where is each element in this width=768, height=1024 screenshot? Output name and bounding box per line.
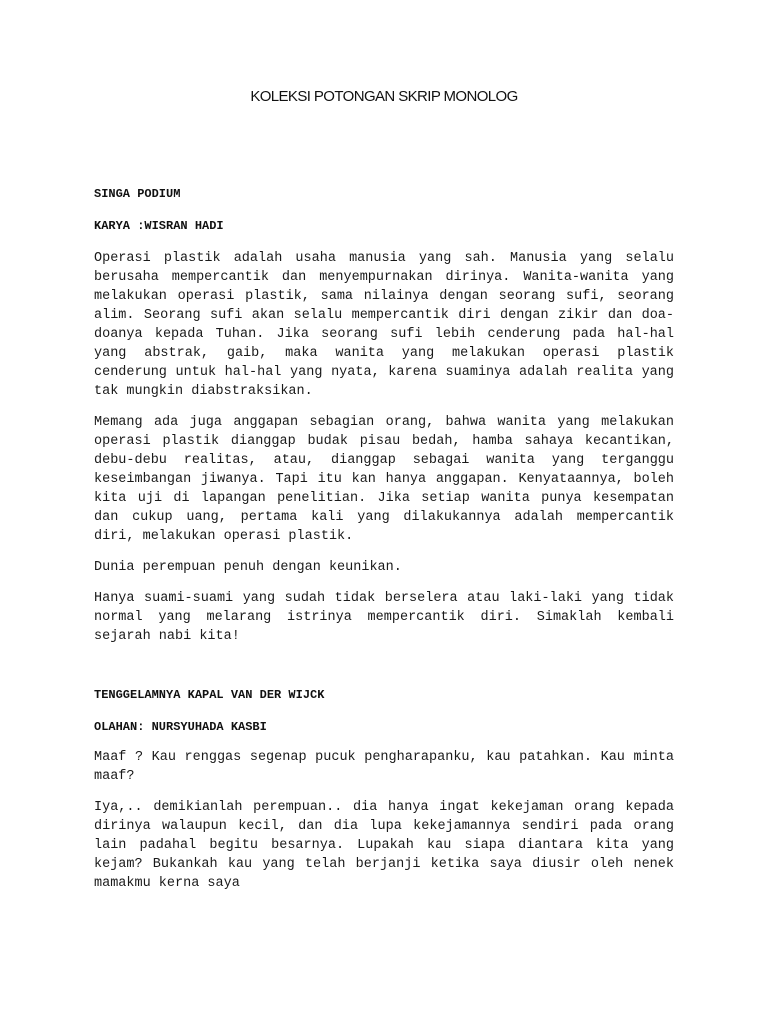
document-title: KOLEKSI POTONGAN SKRIP MONOLOG [250, 88, 518, 105]
paragraph: Iya,.. demikianlah perempuan.. dia hanya ingat kekejaman orang kepada dirinya walaupun kecil, dan dia lupa kekejamannya sendiri pada orang lain padahal begitu besarnya. Lupakah kau siapa diantara kita yang kejam? Bukankah kau yang telah berjanji ketika saya diusir oleh nenek mamakmu kerna saya [94, 800, 674, 891]
section-heading: SINGA PODIUM [94, 187, 181, 201]
paragraph: Hanya suami-suami yang sudah tidak berselera atau laki-laki yang tidak normal yang melarang istrinya mempercantik diri. Simaklah kembali sejarah nabi kita! [94, 591, 674, 644]
section-singa-podium [94, 187, 674, 646]
section-author: OLAHAN: NURSYUHADA KASBI [94, 720, 267, 734]
section-tenggelamnya-kapal [94, 688, 674, 893]
section-author: KARYA :WISRAN HADI [94, 219, 224, 233]
paragraph: Dunia perempuan penuh dengan keunikan. [94, 560, 402, 575]
paragraph: Maaf ? Kau renggas segenap pucuk pengharapanku, kau patahkan. Kau minta maaf? [94, 750, 674, 784]
paragraph: Operasi plastik adalah usaha manusia yang sah. Manusia yang selalu berusaha mempercantik dan menyempurnakan dirinya. Wanita-wanita yang melakukan operasi plastik, sama nilainya dengan seorang sufi, seorang alim. Seorang sufi akan selalu mempercantik diri dengan zikir dan doa-doanya kepada Tuhan. Jika seorang sufi lebih cenderung pada hal-hal yang abstrak, gaib, maka wanita yang melakukan operasi plastik cenderung untuk hal-hal yang nyata, karena suaminya adalah realita yang tak mungkin diabstraksikan. [94, 251, 674, 399]
paragraph: Memang ada juga anggapan sebagian orang, bahwa wanita yang melakukan operasi plastik dianggap budak pisau bedah, hamba sahaya kecantikan, debu-debu realitas, atau, dianggap sebagai wanita yang terganggu keseimbangan jiwanya. Tapi itu kan hanya anggapan. Kenyataannya, boleh kita uji di lapangan penelitian. Jika setiap wanita punya kesempatan dan cukup uang, pertama kali yang dilakukannya adalah mempercantik diri, melakukan operasi plastik. [94, 415, 674, 544]
section-heading: TENGGELAMNYA KAPAL VAN DER WIJCK [94, 688, 325, 702]
